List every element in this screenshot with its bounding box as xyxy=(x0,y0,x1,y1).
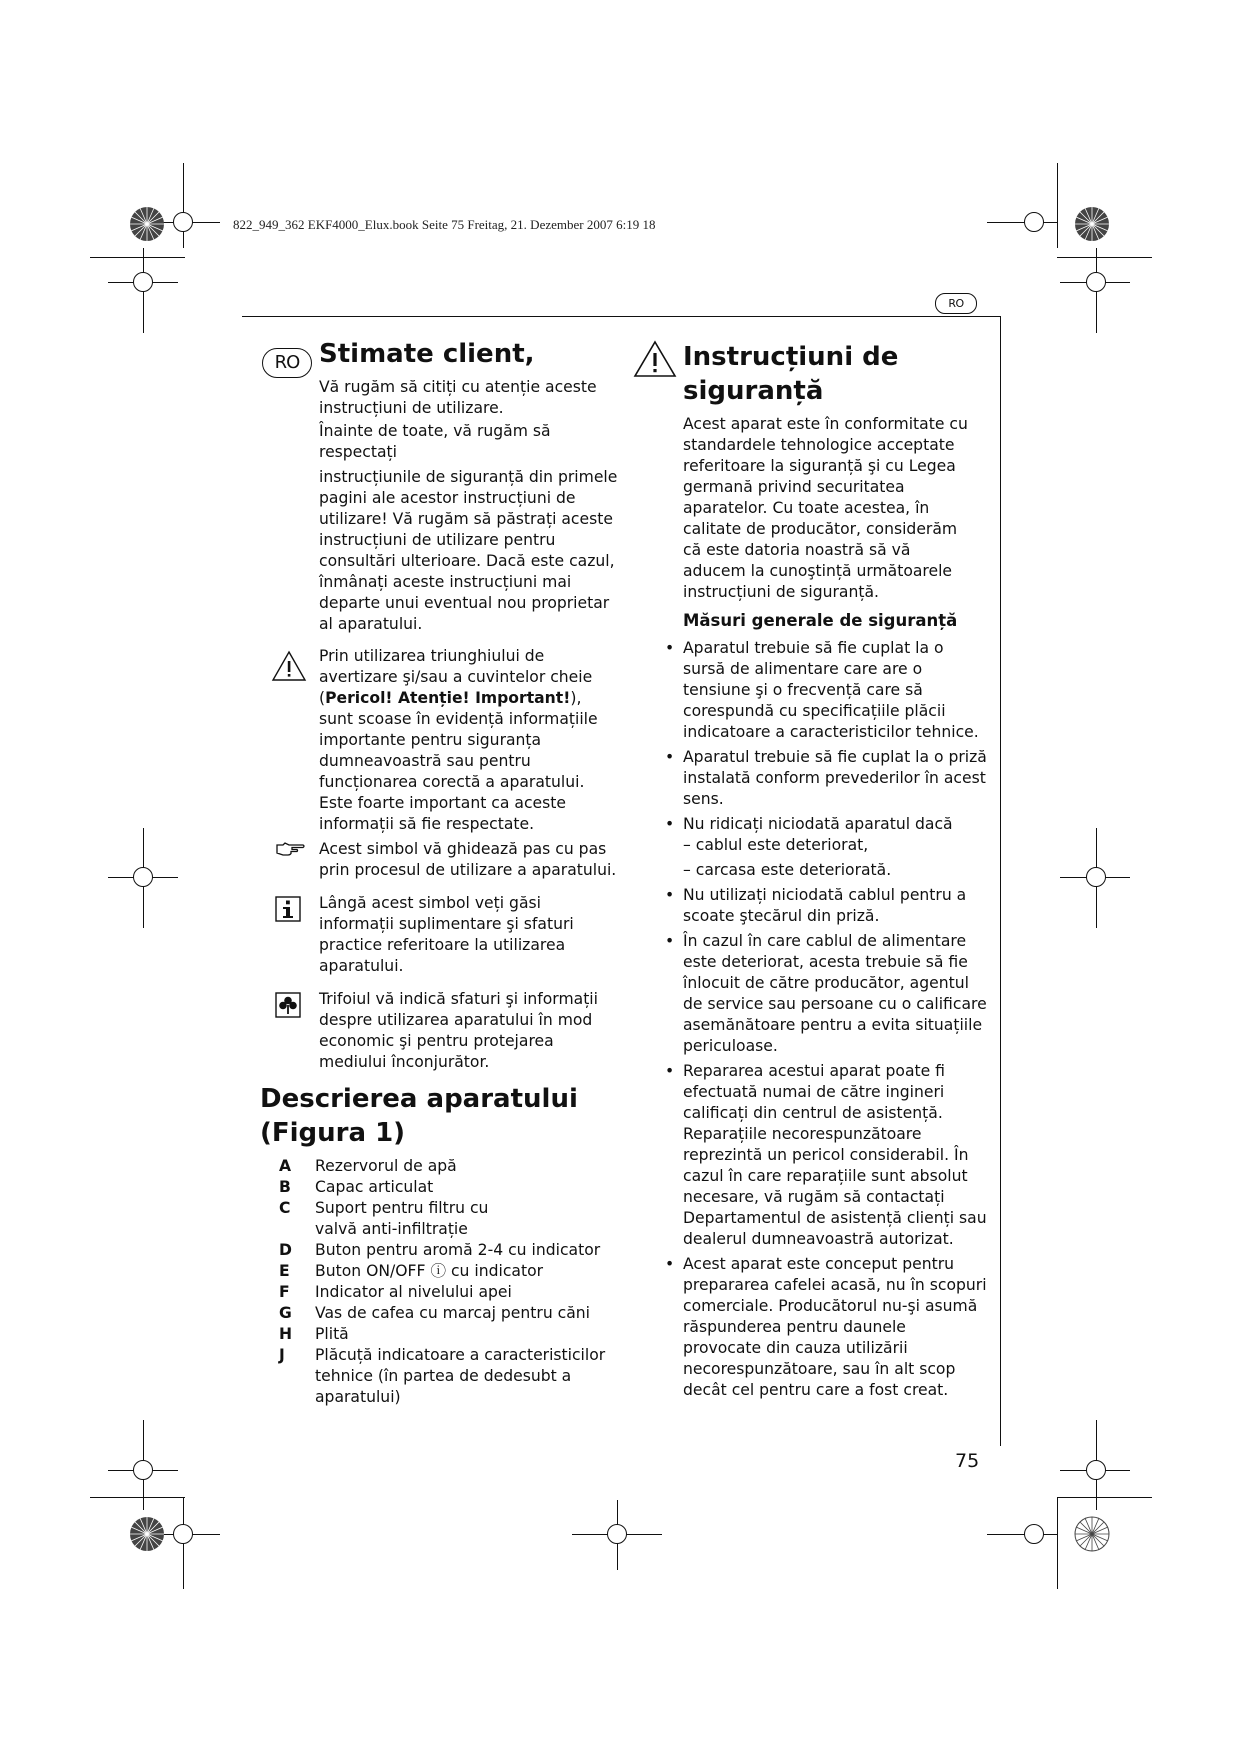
warning-triangle-icon xyxy=(633,340,677,378)
part-text: Buton pentru aromă 2-4 cu indicator xyxy=(315,1241,601,1259)
part-letter: A xyxy=(279,1157,292,1175)
part-letter: J xyxy=(279,1346,285,1364)
list-item xyxy=(260,1282,620,1303)
intro-paragraph-3: instrucțiunile de siguranță din primele pagini ale acestor instrucțiuni de utilizare! Vă rugăm să păstrați aceste instrucțiuni de utilizare pentru consultări ulterioare. Dacă este cazul, înmânați aceste instrucțiuni mai departe unui eventual nou proprietar al aparatului. xyxy=(319,468,618,633)
page-number: 75 xyxy=(955,1450,980,1472)
clover-icon xyxy=(275,992,301,1018)
intro-paragraph-2: Înainte de toate, vă rugăm să respectați xyxy=(319,422,551,461)
language-badge: RO xyxy=(935,293,977,314)
sub-item: – carcasa este deteriorată. xyxy=(683,861,892,879)
part-text: Rezervorul de apă xyxy=(315,1157,457,1175)
part-letter: D xyxy=(279,1241,292,1259)
list-item xyxy=(260,1198,620,1240)
list-item: • Acest aparat este conceput pentru prepararea cafelei acasă, nu în scopuri comerciale. Producătorul nu-şi asumă răspunderea pentru daunele provocate din cauza utilizării necorespunzătoare, sau în alt scop decât cel pentru care a fost creat. xyxy=(665,1254,987,1401)
list-item xyxy=(260,1156,620,1177)
list-item: • În cazul în care cablul de alimentare este deteriorat, acesta trebuie să fie înlocuit de către producător, agentul de service sau persoane cu o calificare asemănătoare pentru a evita situațiile periculoase. xyxy=(665,931,987,1057)
safety-intro: Acest aparat este în conformitate cu standardele tehnologice acceptate referitoare la siguranță şi cu Legea germană privind securitatea aparatelor. Cu toate acestea, în calitate de producător, considerăm că este datoria noastră să vă aducem la cunoştință următoarele instrucțiuni de siguranță. xyxy=(683,415,968,601)
parts-list xyxy=(260,1156,620,1408)
sub-item: – cablul este deteriorat, xyxy=(683,836,869,854)
hand-symbol-paragraph: Acest simbol vă ghidează pas cu pas prin procesul de utilizare a aparatului. xyxy=(319,840,617,879)
info-icon xyxy=(275,896,301,922)
list-item xyxy=(260,1345,620,1408)
registration-wheel-icon xyxy=(129,206,165,242)
clover-symbol-paragraph: Trifoiul vă indică sfaturi şi informații despre utilizarea aparatului în mod economic şi pentru protejarea mediului înconjurător. xyxy=(319,990,598,1071)
info-symbol-paragraph: Lângă acest simbol veți găsi informații suplimentare şi sfaturi practice referitoare la utilizarea aparatului. xyxy=(319,894,574,975)
general-safety-subtitle: Măsuri generale de siguranță xyxy=(683,611,958,630)
safety-bullet-list xyxy=(665,638,987,1405)
part-text: Vas de cafea cu marcaj pentru căni xyxy=(315,1304,590,1322)
list-item: • Aparatul trebuie să fie cuplat la o sursă de alimentare care are o tensiune şi o frecvență care să corespundă cu specificațiile plăcii indicatoare a caracteristicilor tehnice. xyxy=(665,638,987,743)
part-letter: H xyxy=(279,1325,293,1343)
part-letter: G xyxy=(279,1304,292,1322)
safety-title-line-2: siguranță xyxy=(683,376,824,406)
list-item xyxy=(260,1324,620,1345)
registration-wheel-icon xyxy=(129,1516,165,1552)
list-item xyxy=(260,1303,620,1324)
bullet-text: Nu ridicați niciodată aparatul dacă xyxy=(683,815,953,833)
part-letter: E xyxy=(279,1262,290,1280)
list-item xyxy=(260,1240,620,1261)
print-header: 822_949_362 EKF4000_Elux.book Seite 75 Freitag, 21. Dezember 2007 6:19 18 xyxy=(233,217,656,232)
warning-paragraph: Prin utilizarea triunghiului de avertizare şi/sau a cuvintelor cheie (Pericol! Atenție! Important!), sunt scoase în evidență informațiile importante pentru siguranța dumneavoastră sau pentru funcționarea corectă a aparatului. Este foarte important ca aceste informații să fie respectate. xyxy=(319,647,598,833)
page-top-rule xyxy=(242,316,1000,317)
part-letter: B xyxy=(279,1178,291,1196)
pointing-hand-icon xyxy=(275,841,305,857)
registration-wheel-icon xyxy=(1074,1516,1110,1552)
description-title-line-2: (Figura 1) xyxy=(260,1118,406,1148)
list-item xyxy=(665,814,987,881)
intro-paragraph-1: Vă rugăm să citiți cu atenție aceste instrucțiuni de utilizare. xyxy=(319,378,597,417)
page-right-rule xyxy=(1000,316,1001,1446)
safety-title-line-1: Instrucțiuni de xyxy=(683,342,899,372)
part-text: Indicator al nivelului apei xyxy=(315,1283,512,1301)
part-letter: C xyxy=(279,1199,291,1217)
list-item xyxy=(260,1177,620,1198)
part-text: Suport pentru filtru cu valvă anti-infiltrație xyxy=(315,1199,489,1238)
list-item: • Aparatul trebuie să fie cuplat la o priză instalată conform prevederilor în acest sens. xyxy=(665,747,987,810)
part-letter: F xyxy=(279,1283,290,1301)
list-item: • Nu utilizați niciodată cablul pentru a scoate ştecărul din priză. xyxy=(665,885,987,927)
warning-triangle-icon xyxy=(271,650,307,682)
part-text: Buton ON/OFF ⓘ cu indicator xyxy=(315,1262,544,1280)
list-item xyxy=(260,1261,620,1282)
registration-wheel-icon xyxy=(1074,206,1110,242)
part-text: Plăcuță indicatoare a caracteristicilor tehnice (în partea de dedesubt a aparatului) xyxy=(315,1346,606,1406)
language-tag: RO xyxy=(262,348,312,378)
part-text: Plită xyxy=(315,1325,349,1343)
list-item: • Repararea acestui aparat poate fi efectuată numai de către ingineri calificați din centrul de asistență. Reparațiile necorespunzătoare reprezintă un pericol considerabil. În cazul în care reparațiile sunt absolut necesare, vă rugăm să contactați Departamentul de asistență clienți sau dealerul dumneavoastră autorizat. xyxy=(665,1061,987,1250)
description-title-line-1: Descrierea aparatului xyxy=(260,1084,578,1114)
part-text: Capac articulat xyxy=(315,1178,434,1196)
left-title: Stimate client, xyxy=(319,339,535,369)
